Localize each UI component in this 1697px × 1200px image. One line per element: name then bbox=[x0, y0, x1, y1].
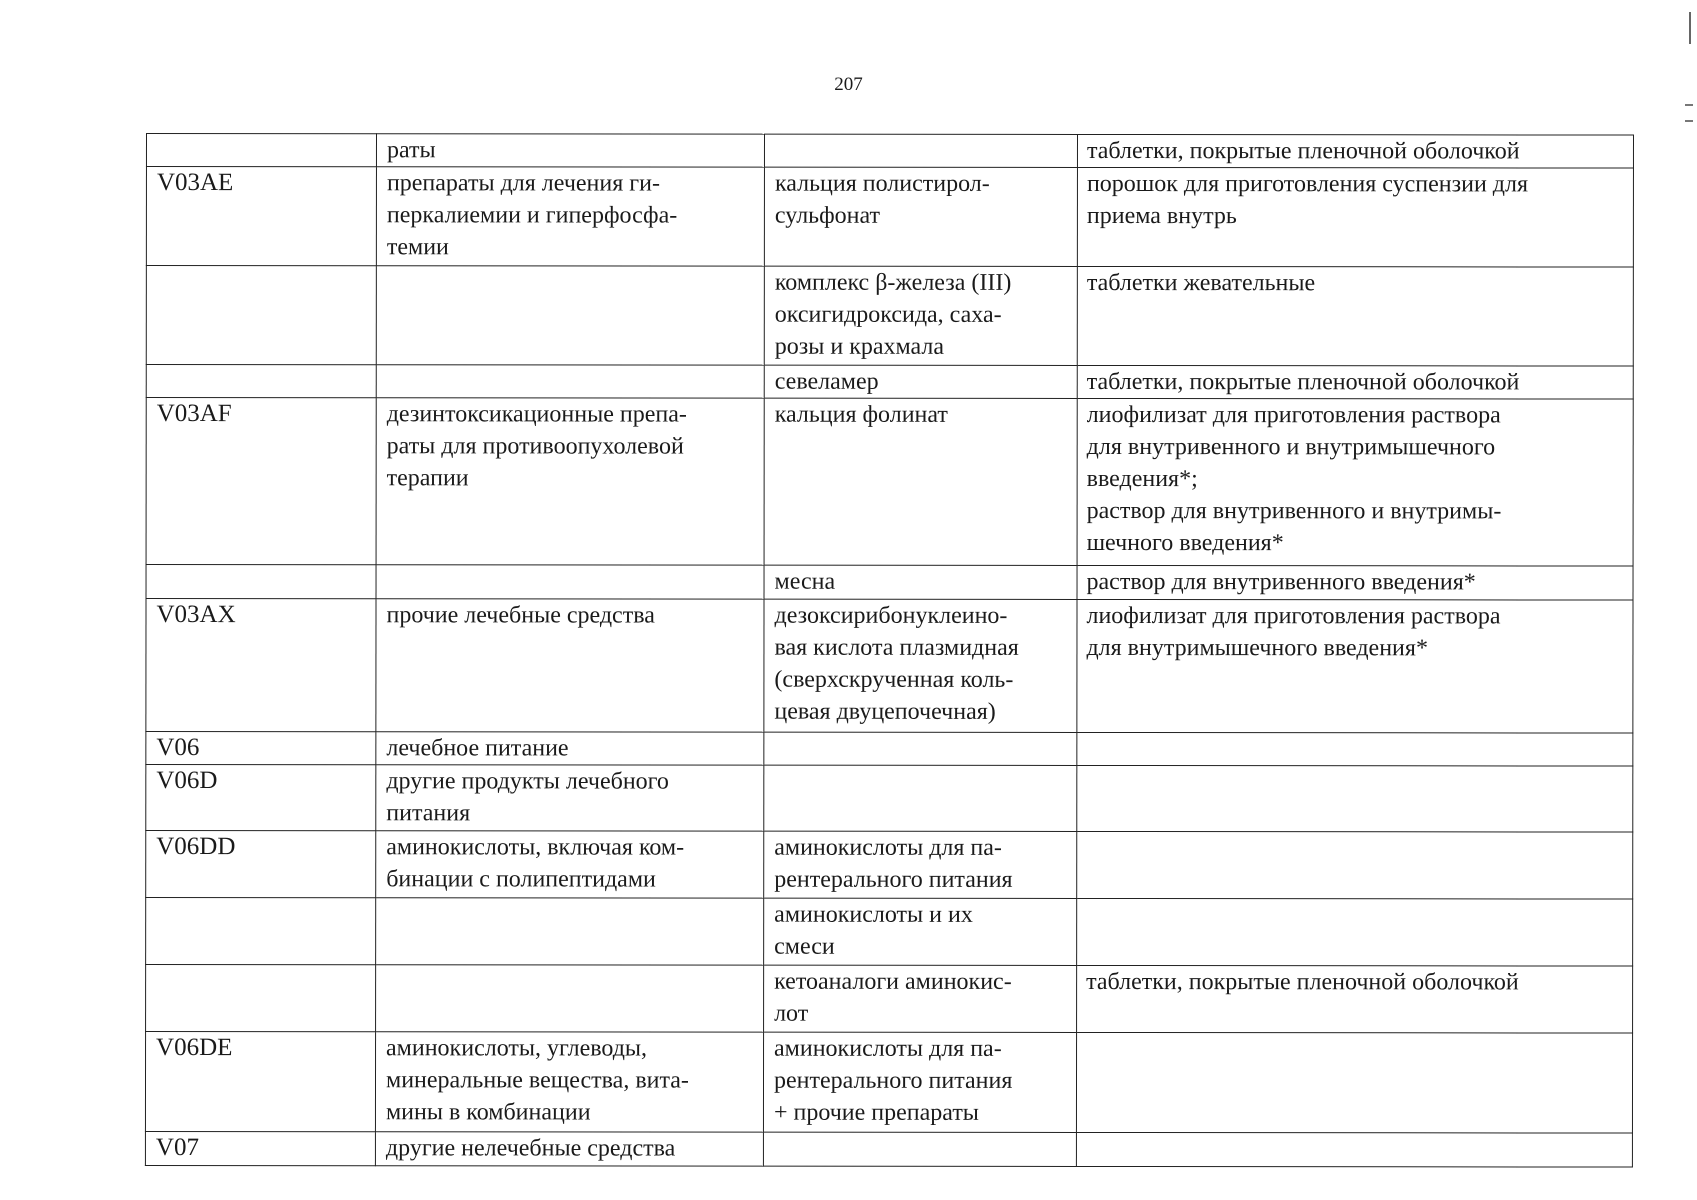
atc-code-cell: V06DE bbox=[145, 1032, 375, 1132]
atc-code-cell bbox=[146, 266, 376, 365]
table-row bbox=[146, 965, 1633, 1034]
group-cell bbox=[376, 365, 764, 398]
table-row bbox=[145, 1032, 1632, 1134]
substance-cell: месна bbox=[764, 565, 1077, 599]
atc-code-cell: V03AX bbox=[146, 599, 376, 732]
group-cell bbox=[376, 898, 764, 965]
table-row bbox=[146, 765, 1633, 833]
substance-cell bbox=[764, 134, 1077, 167]
substance-cell: дезоксирибонуклеино- вая кислота плазмидная (сверхскрученная коль- цевая двуцепочечная) bbox=[764, 599, 1077, 732]
drug-table-body bbox=[145, 134, 1633, 1168]
group-cell: прочие лечебные средства bbox=[376, 599, 764, 732]
substance-cell: кетоаналоги аминокис- лот bbox=[764, 965, 1077, 1032]
dosage-form-cell: лиофилизат для приготовления раствора для внутримышечного введения* bbox=[1077, 599, 1633, 733]
dosage-form-cell: лиофилизат для приготовления раствора для внутривенного и внутримышечного введения*; раствор для внутривенного и внутримы- шечного введения* bbox=[1077, 398, 1633, 566]
dosage-form-cell: раствор для внутривенного введения* bbox=[1077, 565, 1633, 600]
atc-code-cell: V06 bbox=[146, 732, 376, 765]
edge-mark bbox=[1685, 104, 1693, 122]
group-cell: раты bbox=[376, 134, 764, 167]
dosage-form-cell bbox=[1077, 732, 1633, 766]
table-row bbox=[146, 565, 1633, 601]
table-row bbox=[146, 732, 1633, 767]
table-row bbox=[146, 599, 1633, 734]
group-cell: другие нелечебные средства bbox=[375, 1132, 763, 1166]
dosage-form-cell bbox=[1077, 831, 1633, 899]
atc-code-cell bbox=[146, 898, 376, 965]
substance-cell: севеламер bbox=[764, 365, 1077, 398]
substance-cell bbox=[764, 765, 1077, 831]
substance-cell: аминокислоты и их смеси bbox=[764, 898, 1077, 965]
table-row bbox=[145, 1132, 1632, 1168]
atc-code-cell: V06DD bbox=[146, 831, 376, 898]
drug-table bbox=[145, 133, 1634, 1168]
table-row bbox=[146, 398, 1633, 567]
group-cell: препараты для лечения ги- перкалиемии и гиперфосфа- темии bbox=[376, 167, 764, 266]
dosage-form-cell bbox=[1077, 898, 1633, 966]
group-cell: аминокислоты, включая ком- бинации с полипептидами bbox=[376, 831, 764, 898]
page-number: 207 bbox=[834, 74, 863, 95]
dosage-form-cell: порошок для приготовления суспензии для приема внутрь bbox=[1077, 167, 1633, 267]
dosage-form-cell: таблетки, покрытые пленочной оболочкой bbox=[1077, 965, 1633, 1033]
table-row bbox=[146, 266, 1633, 367]
group-cell: лечебное питание bbox=[376, 732, 764, 765]
substance-cell bbox=[764, 732, 1077, 765]
dosage-form-cell: таблетки, покрытые пленочной оболочкой bbox=[1077, 365, 1633, 399]
substance-cell: кальция фолинат bbox=[764, 398, 1077, 565]
table-row bbox=[146, 898, 1633, 967]
table-row bbox=[146, 365, 1633, 400]
dosage-form-cell bbox=[1076, 1132, 1632, 1167]
group-cell: дезинтоксикационные препа- раты для противоопухолевой терапии bbox=[376, 398, 764, 565]
atc-code-cell bbox=[146, 965, 376, 1032]
edge-mark bbox=[1689, 12, 1691, 44]
substance-cell bbox=[763, 1132, 1076, 1166]
group-cell bbox=[376, 565, 764, 599]
atc-code-cell bbox=[146, 565, 376, 599]
atc-code-cell: V03AF bbox=[146, 398, 376, 565]
table-row bbox=[146, 134, 1633, 169]
substance-cell: комплекс β-железа (III) оксигидроксида, саха- розы и крахмала bbox=[764, 266, 1077, 365]
table-row bbox=[146, 831, 1633, 900]
group-cell bbox=[376, 965, 764, 1032]
atc-code-cell: V06D bbox=[146, 765, 376, 831]
substance-cell: кальция полистирол- сульфонат bbox=[764, 167, 1077, 266]
group-cell: другие продукты лечебного питания bbox=[376, 765, 764, 831]
dosage-form-cell bbox=[1076, 1032, 1632, 1133]
dosage-form-cell: таблетки жевательные bbox=[1077, 266, 1633, 366]
dosage-form-cell bbox=[1077, 765, 1633, 832]
atc-code-cell: V07 bbox=[145, 1132, 375, 1166]
atc-code-cell: V03AE bbox=[146, 167, 376, 266]
substance-cell: аминокислоты для па- рентерального питания + прочие препараты bbox=[763, 1032, 1076, 1132]
group-cell bbox=[376, 266, 764, 365]
substance-cell: аминокислоты для па- рентерального питания bbox=[764, 831, 1077, 898]
dosage-form-cell: таблетки, покрытые пленочной оболочкой bbox=[1077, 134, 1633, 168]
atc-code-cell bbox=[146, 134, 376, 167]
table-row bbox=[146, 167, 1633, 268]
group-cell: аминокислоты, углеводы, минеральные вещества, вита- мины в комбинации bbox=[375, 1032, 763, 1132]
atc-code-cell bbox=[146, 365, 376, 398]
